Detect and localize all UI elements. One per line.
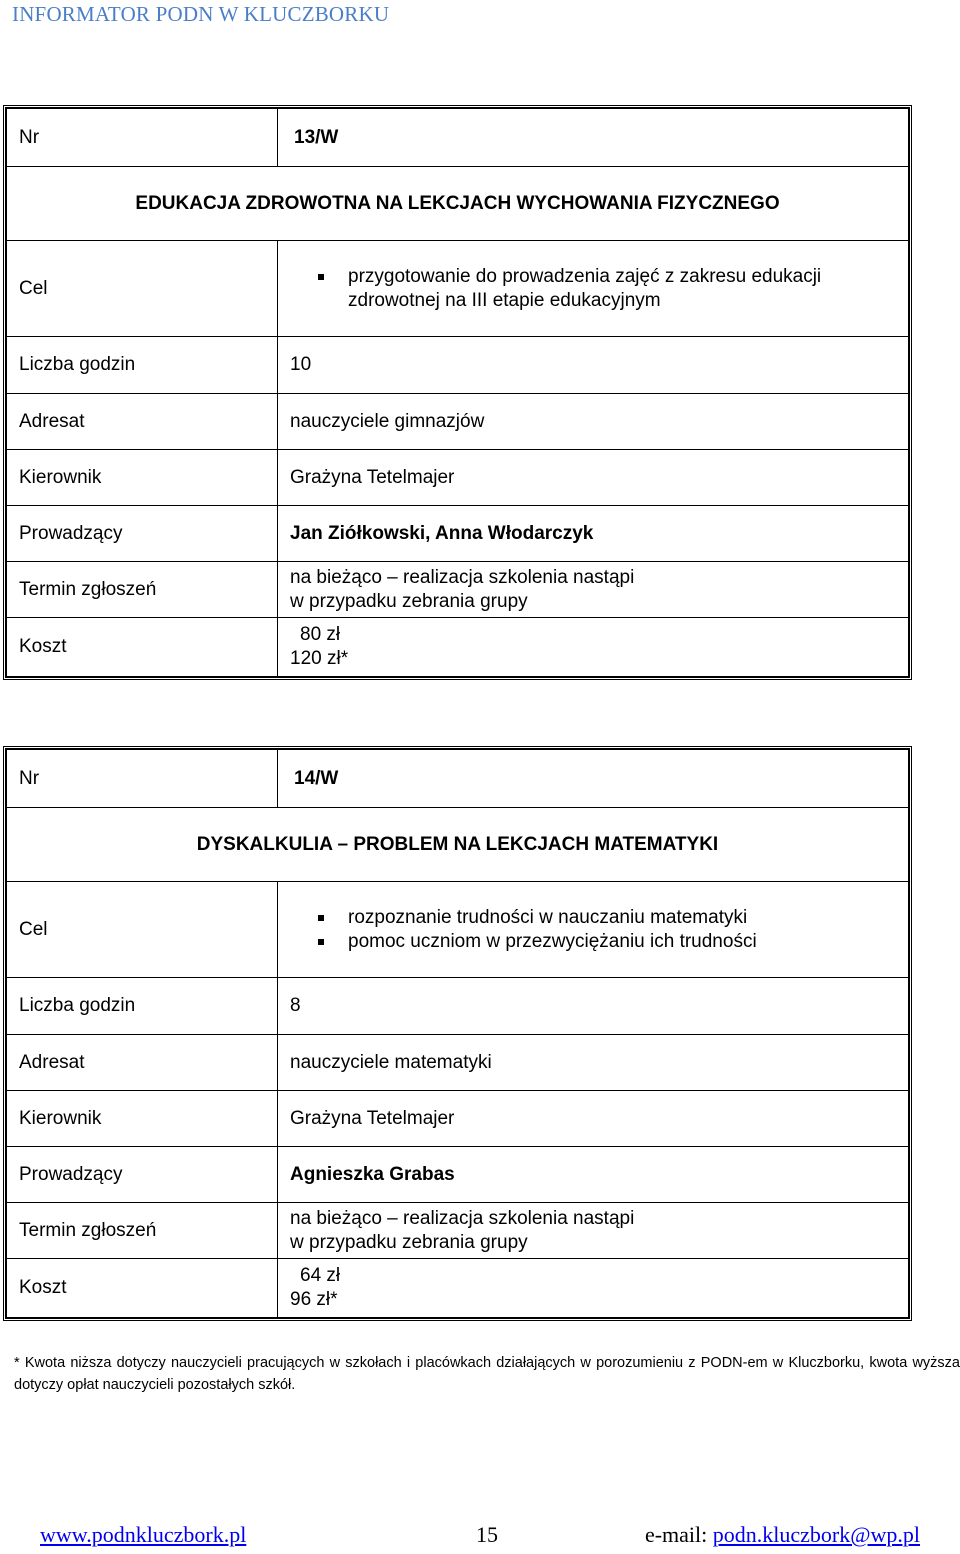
termin-line-2: w przypadku zebrania grupy: [290, 590, 528, 612]
hours-label: Liczba godzin: [7, 978, 278, 1035]
termin-line-1: na bieżąco – realizacja szkolenia nastąpi: [290, 566, 635, 588]
prowadzacy-value: Agnieszka Grabas: [278, 1147, 909, 1203]
kierownik-value: Grażyna Tetelmajer: [278, 450, 909, 506]
page-footer: [40, 1522, 920, 1554]
goal-item: pomoc uczniom w przezwyciężaniu ich trudności: [318, 930, 896, 954]
koszt-lower: 80 zł: [300, 624, 341, 645]
termin-line-1: na bieżąco – realizacja szkolenia nastąpi: [290, 1207, 635, 1229]
koszt-higher: 120 zł*: [290, 648, 349, 669]
kierownik-label: Kierownik: [7, 1091, 278, 1147]
website-link[interactable]: www.podnkluczbork.pl: [40, 1522, 247, 1547]
page-number: 15: [476, 1522, 498, 1547]
koszt-higher: 96 zł*: [290, 1289, 338, 1310]
koszt-label: Koszt: [7, 1259, 278, 1318]
hours-label: Liczba godzin: [7, 337, 278, 394]
kierownik-value: Grażyna Tetelmajer: [278, 1091, 909, 1147]
cel-label: Cel: [7, 882, 278, 978]
termin-value: [278, 562, 909, 618]
course-number: 13/W: [278, 109, 909, 167]
termin-label: Termin zgłoszeń: [7, 1203, 278, 1259]
termin-line-2: w przypadku zebrania grupy: [290, 1231, 528, 1253]
cel-value: [278, 882, 909, 978]
adresat-value: nauczyciele gimnazjów: [278, 394, 909, 450]
kierownik-label: Kierownik: [7, 450, 278, 506]
document-header: INFORMATOR PODN W KLUCZBORKU: [12, 2, 390, 26]
price-footnote: * Kwota niższa dotyczy nauczycieli pracujących w szkołach i placówkach działających w porozumieniu z PODN-em w Kluczborku, kwota wyższa dotyczy opłat nauczycieli pozostałych szkół.: [14, 1355, 960, 1393]
nr-label: Nr: [7, 109, 278, 167]
course-table: [6, 749, 909, 1318]
course-number: 14/W: [278, 750, 909, 808]
prowadzacy-value: Jan Ziółkowski, Anna Włodarczyk: [278, 506, 909, 562]
goal-list: [290, 906, 896, 954]
cel-label: Cel: [7, 241, 278, 337]
koszt-label: Koszt: [7, 618, 278, 677]
goal-item: przygotowanie do prowadzenia zajęć z zakresu edukacji zdrowotnej na III etapie edukacyjnym: [318, 265, 896, 313]
course-card-13w: [3, 105, 912, 680]
course-title: EDUKACJA ZDROWOTNA NA LEKCJACH WYCHOWANIA FIZYCZNEGO: [7, 167, 909, 241]
prowadzacy-label: Prowadzący: [7, 506, 278, 562]
email-label: e-mail:: [644, 1522, 713, 1547]
goal-list: [290, 265, 896, 313]
koszt-value: [278, 618, 909, 677]
cel-value: [278, 241, 909, 337]
prowadzacy-label: Prowadzący: [7, 1147, 278, 1203]
adresat-label: Adresat: [7, 1035, 278, 1091]
koszt-value: [278, 1259, 909, 1318]
termin-value: [278, 1203, 909, 1259]
email-block: [645, 1522, 920, 1548]
course-table: [6, 108, 909, 677]
course-title: DYSKALKULIA – PROBLEM NA LEKCJACH MATEMATYKI: [7, 808, 909, 882]
hours-value: 8: [278, 978, 909, 1035]
course-card-14w: [3, 746, 912, 1321]
email-link[interactable]: podn.kluczbork@wp.pl: [712, 1522, 920, 1547]
adresat-label: Adresat: [7, 394, 278, 450]
goal-item: rozpoznanie trudności w nauczaniu matematyki: [318, 906, 896, 930]
adresat-value: nauczyciele matematyki: [278, 1035, 909, 1091]
hours-value: 10: [278, 337, 909, 394]
termin-label: Termin zgłoszeń: [7, 562, 278, 618]
nr-label: Nr: [7, 750, 278, 808]
koszt-lower: 64 zł: [300, 1265, 341, 1286]
